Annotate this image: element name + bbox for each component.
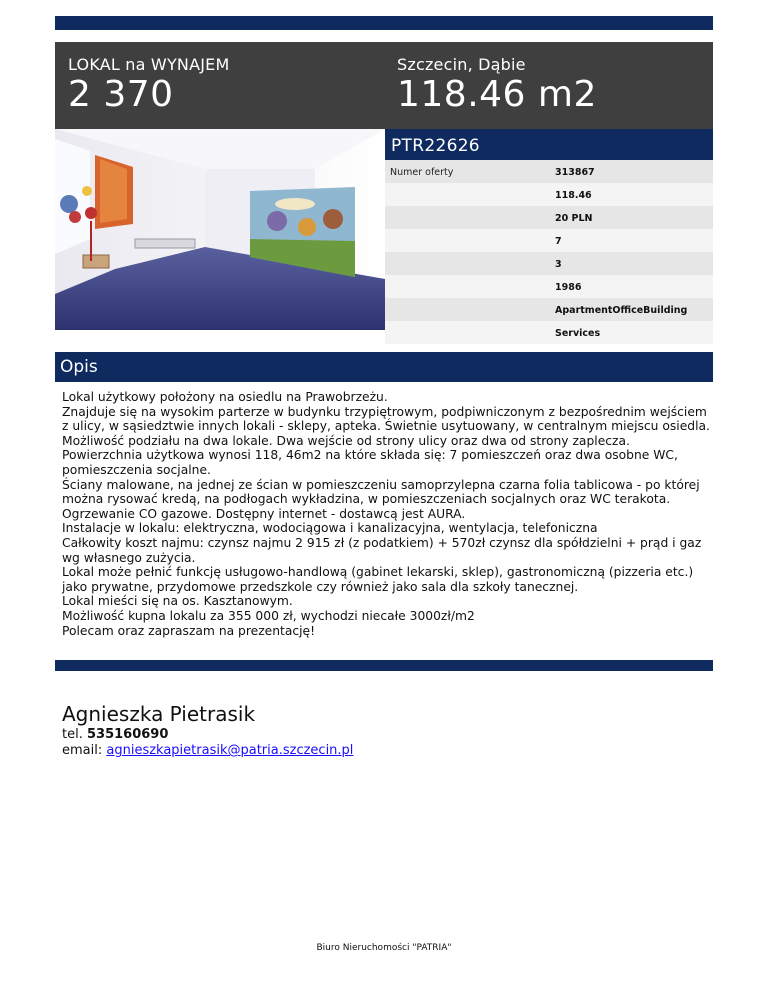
details-row: [385, 321, 713, 344]
details-table: [385, 160, 713, 344]
description-paragraph: Możliwość podziału na dwa lokale. Dwa wejście od strony ulicy oraz dwa od strony zaplecza.: [62, 433, 630, 448]
email-label: email:: [62, 743, 103, 758]
details-row: [385, 252, 713, 275]
details-row: [385, 183, 713, 206]
property-photo: [55, 129, 385, 330]
price: 2 370: [68, 74, 174, 115]
description-heading: Opis: [55, 352, 713, 382]
details-row: [385, 229, 713, 252]
details-row: [385, 298, 713, 321]
description-paragraph: Lokal użytkowy położony na osiedlu na Prawobrzeżu.: [62, 390, 388, 404]
offer-code-bar: PTR22626: [385, 129, 713, 160]
location: Szczecin, Dąbie: [397, 55, 526, 74]
details-value: 3: [555, 259, 562, 270]
footer-company: Biuro Nieruchomości "PATRIA": [316, 943, 452, 953]
details-value: 7: [555, 236, 562, 247]
description-paragraph: Całkowity koszt najmu: czynsz najmu 2 915 zł (z podatkiem) + 570zł czynsz dla spółdzielni + prąd i gaz wg własnego zużycia.: [62, 535, 702, 565]
phone-label: tel.: [62, 727, 83, 742]
details-row: [385, 160, 713, 183]
description-paragraph: Lokal może pełnić funkcję usługowo-handlową (gabinet lekarski, sklep), gastronomiczną (pizzeria etc.) jako prywatne, przydomowe przedszkole czy również jako sala dla szkoły tanecznej.: [62, 565, 694, 594]
section-divider-bar: [55, 660, 713, 671]
details-row: [385, 275, 713, 298]
details-value: 20 PLN: [555, 213, 593, 224]
description-paragraph: Ściany malowane, na jednej ze ścian w pomieszczeniu samoprzylepna czarna folia tablicowa - po której można rysować kredą, na podłogach wykładzina, w pomieszczeniach socjalnych oraz WC terakota. Ogrzewanie CO gazowe. Dostępny internet - dostawcą jest AURA.: [62, 477, 700, 521]
details-value: Services: [555, 328, 601, 339]
listing-header: [55, 42, 713, 129]
agent-contact: [62, 702, 353, 758]
agent-name: Agnieszka Pietrasik: [62, 702, 256, 726]
area: 118.46 m2: [397, 74, 597, 115]
offer-type: LOKAL na WYNAJEM: [68, 55, 230, 74]
details-value: 118.46: [555, 190, 592, 201]
description-paragraph: Polecam oraz zapraszam na prezentację!: [62, 623, 316, 638]
details-label: Numer oferty: [390, 167, 454, 178]
details-value: 1986: [555, 282, 582, 293]
top-accent-bar: [55, 16, 713, 30]
agent-phone-line: [62, 727, 353, 742]
description-paragraph: Instalacje w lokalu: elektryczna, wodociągowa i kanalizacyjna, wentylacja, telefoniczna: [62, 521, 598, 536]
details-value: 313867: [555, 167, 595, 178]
phone-number: 535160690: [86, 727, 169, 742]
description-paragraph: Powierzchnia użytkowa wynosi 118, 46m2 na które składa się: 7 pomieszczeń oraz dwa osobne WC, pomieszczenia socjalne.: [62, 448, 678, 477]
description-paragraph: Znajduje się na wysokim parterze w budynku trzypiętrowym, podpiwniczonym z bezpośrednim wejściem z ulicy, w sąsiedztwie innych lokali - sklepy, apteka. Świetnie usytuowany, w centralnym miejscu osiedla.: [62, 404, 710, 434]
description-paragraph: Lokal mieści się na os. Kasztanowym.: [62, 594, 293, 609]
details-row: [385, 206, 713, 229]
email-link[interactable]: agnieszkapietrasik@patria.szczecin.pl: [106, 743, 354, 758]
room-photo-illustration: [55, 129, 385, 330]
description-body: [62, 390, 710, 638]
description-paragraph: Możliwość kupna lokalu za 355 000 zł, wychodzi niecałe 3000zł/m2: [62, 608, 475, 623]
agent-email-line: [62, 743, 353, 758]
details-value: ApartmentOfficeBuilding: [555, 305, 688, 316]
